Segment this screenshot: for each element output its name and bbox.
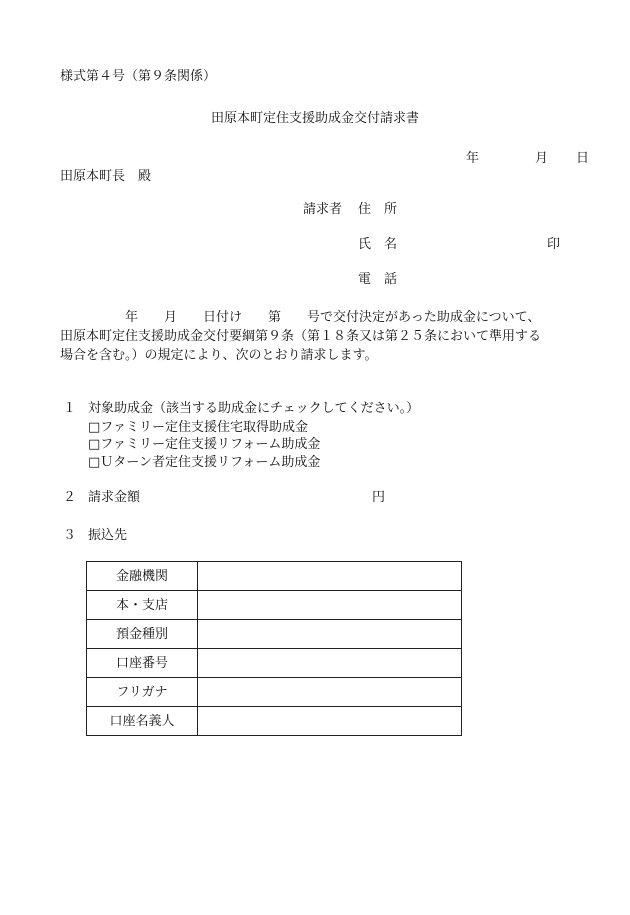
amount-unit: 円 [372, 490, 386, 505]
body-line: 年 月 日付け 第 号で交付決定があった助成金について、 [60, 310, 541, 325]
table-row [87, 707, 462, 736]
table-row [87, 591, 462, 620]
bank-account-table [86, 561, 462, 736]
subsidy-option-checkbox[interactable]: □ファミリー定住支援リフォーム助成金 [88, 437, 321, 452]
bank-name-field[interactable] [198, 562, 462, 591]
addressee: 田原本町長 殿 [60, 169, 152, 184]
branch-label: 本・支店 [87, 591, 198, 620]
table-row [87, 562, 462, 591]
subsidy-option-checkbox[interactable]: □Ｕターン者定住支援リフォーム助成金 [88, 455, 321, 470]
address-label: 住 所 [358, 202, 398, 217]
furigana-field[interactable] [198, 678, 462, 707]
section-1-heading [63, 402, 419, 415]
section-label: 振込先 [88, 528, 128, 543]
table-row [87, 620, 462, 649]
account-number-label: 口座番号 [87, 649, 198, 678]
account-number-field[interactable] [198, 649, 462, 678]
seal-mark: 印 [547, 237, 561, 252]
deposit-type-field[interactable] [198, 620, 462, 649]
bank-name-label: 金融機関 [87, 562, 198, 591]
date-day: 日 [576, 151, 590, 166]
request-body-text [60, 308, 565, 365]
account-holder-field[interactable] [198, 707, 462, 736]
section-number: ３ [63, 528, 77, 543]
section-2-heading [63, 491, 140, 504]
subsidy-option-checkbox[interactable]: □ファミリー定住支援住宅取得助成金 [88, 420, 309, 435]
date-line [466, 152, 589, 165]
form-number: 様式第４号（第９条関係） [60, 69, 217, 84]
body-line: 場合を含む。）の規定により、次のとおり請求します。 [60, 348, 378, 363]
furigana-label: フリガナ [87, 678, 198, 707]
phone-label: 電 話 [358, 272, 398, 287]
requester-label: 請求者 [303, 202, 343, 217]
body-line: 田原本町定住支援助成金交付要綱第９条（第１８条又は第２５条において準用する [60, 329, 542, 344]
section-label: 対象助成金（該当する助成金にチェックしてください。） [88, 401, 420, 416]
date-month: 月 [535, 151, 549, 166]
deposit-type-label: 預金種別 [87, 620, 198, 649]
section-number: １ [63, 401, 77, 416]
section-label: 請求金額 [88, 490, 141, 505]
table-row [87, 678, 462, 707]
date-year: 年 [466, 151, 480, 166]
account-holder-label: 口座名義人 [87, 707, 198, 736]
name-label: 氏 名 [358, 237, 398, 252]
branch-field[interactable] [198, 591, 462, 620]
document-title: 田原本町定住支援助成金交付請求書 [210, 111, 419, 126]
table-row [87, 649, 462, 678]
section-3-heading [63, 529, 127, 542]
section-number: ２ [63, 490, 77, 505]
